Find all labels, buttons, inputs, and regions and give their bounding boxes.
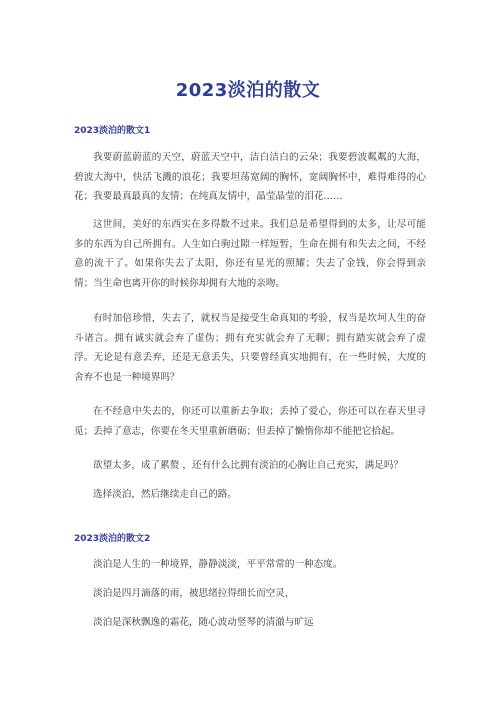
paragraph: 有时加倍珍惜，失去了，就权当是接受生命真知的考验，权当是坎坷人生的奋斗诸言。拥有诚实就会弃了虚伪；拥有充实就会弃了无聊；拥有踏实就会弃了虚浮。无论是有意丢弃，还是无意丢失，只要曾经真实地拥有，在一些时候，大度的舍弃不也是一种境界吗？ <box>74 313 426 383</box>
paragraph: 我要蔚蓝蔚蓝的天空，蔚蓝天空中，洁白洁白的云朵；我要碧波粼粼的大海，碧波大海中，快活飞溅的浪花；我要坦荡宽阔的胸怀，宽阔胸怀中，难得难得的心花；我要最真最真的友情；在纯真友情中，晶莹晶莹的泪花…… <box>74 152 426 202</box>
paragraph: 选择淡泊，然后继续走自己的路。 <box>93 489 237 500</box>
paragraph: 淡泊是深秋飘逸的霜花，随心波动竖琴的清澈与旷远 <box>93 617 314 628</box>
paragraph: 这世间，美好的东西实在多得数不过来。我们总是希望得到的太多，让尽可能多的东西为自己所拥有。人生如白驹过隙一样短暂，生命在拥有和失去之间，不经意的流干了。如果你失去了太阳，你还有星光的照耀；失去了金钱，你会得到亲情；当生命也离开你的时候你却拥有大地的亲吻。 <box>74 219 426 289</box>
paragraph: 淡泊是人生的一种境界，静静淡淡，平平常常的一种态度。 <box>93 559 343 570</box>
paragraph: 欲望太多，成了累赘 ，还有什么比拥有淡泊的心胸让自己充实，满足吗？ <box>93 460 404 471</box>
section-heading-1: 2023淡泊的散文1 <box>74 126 151 136</box>
section-heading-2: 2023淡泊的散文2 <box>74 534 151 544</box>
document-title: 2023淡泊的散文 <box>175 80 321 101</box>
paragraph: 淡泊是四月滴落的雨，被思绪拉得细长而空灵， <box>93 588 295 599</box>
paragraph: 在不经意中失去的，你还可以重新去争取；丢掉了爱心，你还可以在春天里寻觅；丢掉了意志，你要在冬天里重新磨砺；但丢掉了懒惰你却不能把它拾起。 <box>74 406 426 437</box>
